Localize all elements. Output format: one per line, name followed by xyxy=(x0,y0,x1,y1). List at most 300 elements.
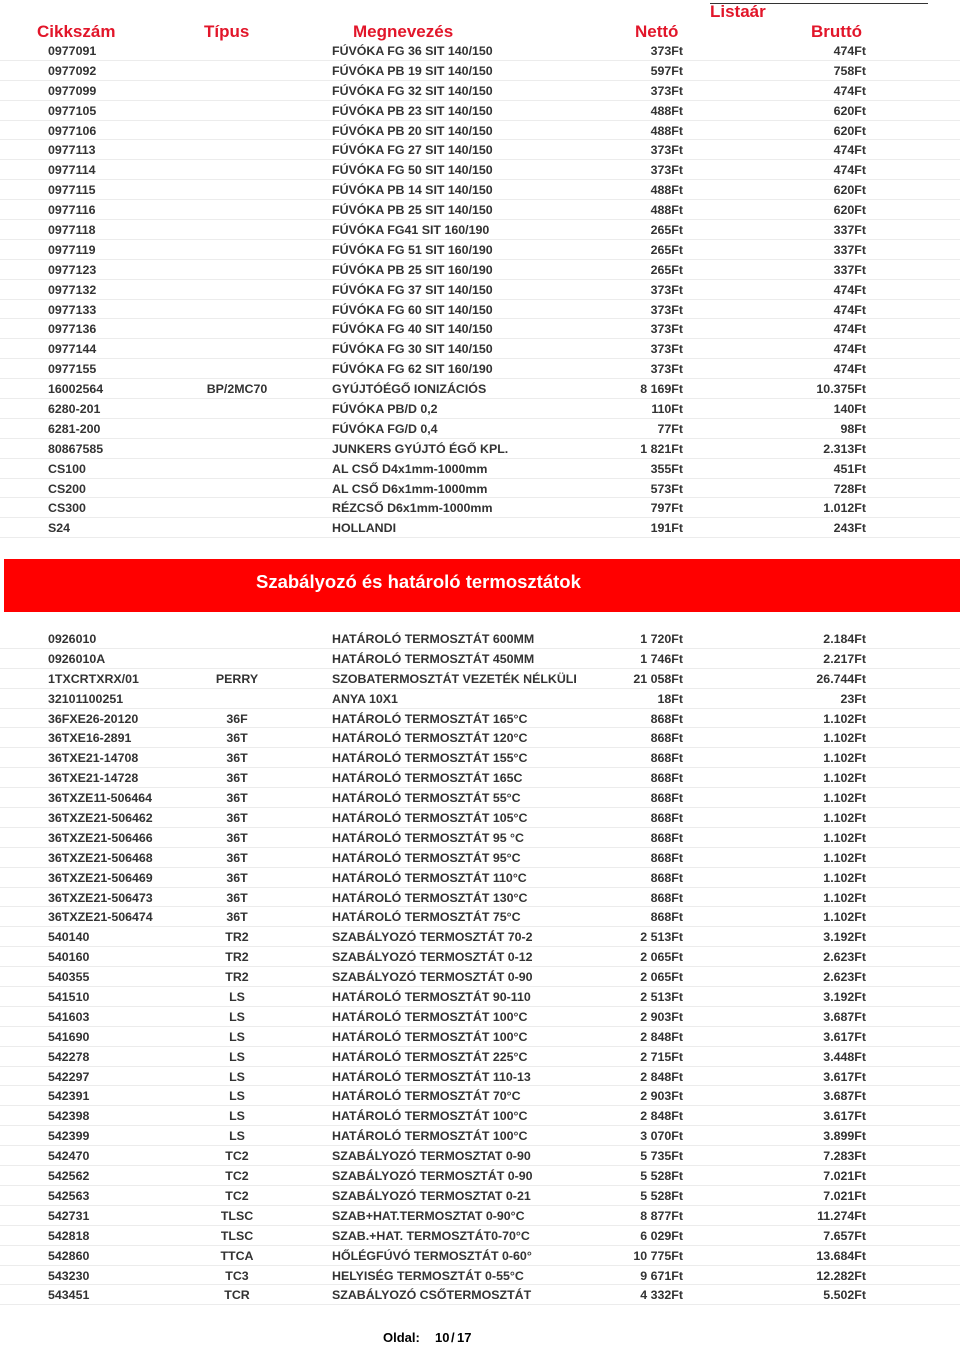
cell-code: 0977119 xyxy=(48,242,96,257)
cell-code: 1TXCRTXRX/01 xyxy=(48,671,139,686)
cell-net-price: 488Ft xyxy=(650,103,683,118)
cell-gross-price: 474Ft xyxy=(833,362,866,377)
table-row xyxy=(0,61,960,81)
table-row xyxy=(0,359,960,379)
cell-net-price: 488Ft xyxy=(650,123,683,138)
table-row xyxy=(0,967,960,987)
cell-name: GYÚJTÓÉGŐ IONIZÁCIÓS xyxy=(332,382,487,397)
cell-gross-price: 620Ft xyxy=(833,103,866,118)
page-total: 17 xyxy=(457,1330,472,1345)
cell-gross-price: 1.102Ft xyxy=(823,771,866,786)
cell-name: FÚVÓKA FG 50 SIT 140/150 xyxy=(332,163,493,178)
cell-code: 0977115 xyxy=(48,183,96,198)
table-row xyxy=(0,768,960,788)
cell-name: HATÁROLÓ TERMOSZTÁT 105°C xyxy=(332,811,528,826)
cell-code: 36TXZE21-506466 xyxy=(48,830,153,845)
col-code-heading: Cikkszám xyxy=(37,22,116,41)
cell-gross-price: 474Ft xyxy=(833,322,866,337)
cell-name: HATÁROLÓ TERMOSZTÁT 100°C xyxy=(332,1109,528,1124)
table-row xyxy=(0,1266,960,1286)
cell-gross-price: 474Ft xyxy=(833,143,866,158)
cell-code: 0977106 xyxy=(48,123,97,138)
cell-code: S24 xyxy=(48,521,71,536)
cell-gross-price: 1.102Ft xyxy=(823,811,866,826)
cell-name: SZABÁLYOZÓ TERMOSZTÁT 0-90 xyxy=(332,970,533,985)
col-net-heading: Nettó xyxy=(635,22,679,41)
page-number: 10 xyxy=(435,1330,450,1345)
cell-type: LS xyxy=(229,1069,245,1084)
cell-gross-price: 474Ft xyxy=(833,302,866,317)
cell-net-price: 488Ft xyxy=(650,183,683,198)
cell-code: 0926010 xyxy=(48,632,97,646)
cell-name: SZABÁLYOZÓ TERMOSZTÁT 0-90 xyxy=(332,1169,533,1184)
table-row xyxy=(0,518,960,538)
cell-type: 36T xyxy=(226,830,248,845)
cell-code: 0977113 xyxy=(48,143,96,158)
cell-code: 36TXZE11-506464 xyxy=(48,791,153,806)
cell-gross-price: 7.657Ft xyxy=(823,1228,866,1243)
cell-gross-price: 2.217Ft xyxy=(823,651,866,666)
cell-gross-price: 474Ft xyxy=(833,44,866,58)
cell-name: FÚVÓKA FG 37 SIT 140/150 xyxy=(332,282,493,297)
table-row xyxy=(0,200,960,220)
cell-name: FÚVÓKA PB 23 SIT 140/150 xyxy=(332,103,493,118)
table-row xyxy=(0,399,960,419)
cell-code: 0977133 xyxy=(48,302,97,317)
table-row xyxy=(0,669,960,689)
cell-gross-price: 1.102Ft xyxy=(823,731,866,746)
cell-type: TLSC xyxy=(220,1208,254,1223)
cell-gross-price: 1.102Ft xyxy=(823,910,866,925)
cell-gross-price: 337Ft xyxy=(833,223,866,238)
cell-type: TC2 xyxy=(225,1169,249,1184)
table-row xyxy=(0,1126,960,1146)
cell-net-price: 373Ft xyxy=(650,342,683,357)
price-table-thermostats xyxy=(0,629,960,1305)
cell-type: 36T xyxy=(226,870,248,885)
cell-gross-price: 1.102Ft xyxy=(823,870,866,885)
cell-code: 36TXZE21-506474 xyxy=(48,910,153,925)
table-row xyxy=(0,1226,960,1246)
table-row xyxy=(0,101,960,121)
cell-gross-price: 1.102Ft xyxy=(823,850,866,865)
cell-net-price: 1 720Ft xyxy=(640,632,683,646)
cell-net-price: 373Ft xyxy=(650,44,683,58)
table-row xyxy=(0,180,960,200)
cell-name: HATÁROLÓ TERMOSZTÁT 90-110 xyxy=(332,990,531,1005)
table-row xyxy=(0,649,960,669)
table-row xyxy=(0,808,960,828)
cell-code: 6281-200 xyxy=(48,421,101,436)
table-row xyxy=(0,1246,960,1266)
cell-type: TLSC xyxy=(220,1228,254,1243)
cell-net-price: 8 877Ft xyxy=(640,1208,683,1223)
cell-net-price: 868Ft xyxy=(650,811,683,826)
table-header xyxy=(0,0,960,44)
table-row xyxy=(0,300,960,320)
cell-type: 36T xyxy=(226,771,248,786)
table-row xyxy=(0,828,960,848)
cell-gross-price: 3.448Ft xyxy=(823,1049,866,1064)
cell-net-price: 2 848Ft xyxy=(640,1109,683,1124)
cell-code: 36TXZE21-506462 xyxy=(48,811,153,826)
cell-name: SZABÁLYOZÓ TERMOSZTÁT 0-12 xyxy=(332,950,533,965)
cell-name: AL CSŐ D6x1mm-1000mm xyxy=(332,481,488,496)
cell-gross-price: 474Ft xyxy=(833,83,866,98)
table-row xyxy=(0,280,960,300)
cell-type: TCR xyxy=(224,1288,250,1303)
table-row xyxy=(0,498,960,518)
cell-net-price: 265Ft xyxy=(650,242,683,257)
page-separator: / xyxy=(451,1330,455,1345)
cell-code: 0977132 xyxy=(48,282,97,297)
cell-code: 542470 xyxy=(48,1149,90,1164)
cell-name: FÚVÓKA PB 20 SIT 140/150 xyxy=(332,123,493,138)
col-gross-heading: Bruttó xyxy=(811,22,862,41)
cell-net-price: 373Ft xyxy=(650,163,683,178)
cell-net-price: 373Ft xyxy=(650,302,683,317)
cell-type: TC2 xyxy=(225,1149,249,1164)
cell-name: HATÁROLÓ TERMOSZTÁT 225°C xyxy=(332,1049,528,1064)
cell-code: 32101100251 xyxy=(48,691,124,706)
cell-gross-price: 23Ft xyxy=(840,691,866,706)
cell-net-price: 265Ft xyxy=(650,262,683,277)
cell-code: 0977092 xyxy=(48,63,97,78)
table-row xyxy=(0,419,960,439)
table-row xyxy=(0,319,960,339)
cell-code: 542278 xyxy=(48,1049,90,1064)
cell-gross-price: 12.282Ft xyxy=(816,1268,866,1283)
table-row xyxy=(0,1146,960,1166)
cell-code: CS200 xyxy=(48,481,86,496)
cell-code: 36TXZE21-506468 xyxy=(48,850,153,865)
cell-code: 542860 xyxy=(48,1248,90,1263)
cell-gross-price: 5.502Ft xyxy=(823,1288,866,1303)
cell-code: 0977116 xyxy=(48,203,96,218)
cell-type: TTCA xyxy=(220,1248,254,1263)
cell-net-price: 373Ft xyxy=(650,143,683,158)
cell-gross-price: 1.102Ft xyxy=(823,751,866,766)
cell-type: 36T xyxy=(226,910,248,925)
col-name-heading: Megnevezés xyxy=(353,22,454,41)
table-row xyxy=(0,907,960,927)
cell-name: HATÁROLÓ TERMOSZTÁT 75°C xyxy=(332,910,521,925)
cell-gross-price: 474Ft xyxy=(833,163,866,178)
cell-code: 542731 xyxy=(48,1208,90,1223)
cell-name: JUNKERS GYÚJTÓ ÉGŐ KPL. xyxy=(332,441,509,456)
cell-name: FÚVÓKA PB 19 SIT 140/150 xyxy=(332,63,493,78)
table-row xyxy=(0,41,960,61)
table-row xyxy=(0,260,960,280)
table-row xyxy=(0,240,960,260)
cell-net-price: 21 058Ft xyxy=(633,671,683,686)
cell-code: 0977105 xyxy=(48,103,97,118)
cell-net-price: 868Ft xyxy=(650,731,683,746)
cell-net-price: 18Ft xyxy=(657,691,683,706)
table-row xyxy=(0,1166,960,1186)
cell-type: TR2 xyxy=(225,970,249,985)
cell-code: 542297 xyxy=(48,1069,90,1084)
table-row xyxy=(0,1086,960,1106)
cell-name: HATÁROLÓ TERMOSZTÁT 100°C xyxy=(332,1029,528,1044)
cell-code: 36TXE21-14708 xyxy=(48,751,139,766)
cell-type: LS xyxy=(229,1129,245,1144)
table-row xyxy=(0,748,960,768)
cell-net-price: 2 848Ft xyxy=(640,1029,683,1044)
cell-gross-price: 140Ft xyxy=(833,402,866,417)
cell-type: BP/2MC70 xyxy=(206,382,268,397)
table-row xyxy=(0,629,960,649)
cell-code: 541603 xyxy=(48,1009,90,1024)
cell-gross-price: 451Ft xyxy=(833,461,866,476)
cell-code: 80867585 xyxy=(48,441,104,456)
cell-net-price: 5 735Ft xyxy=(640,1149,683,1164)
cell-code: 0977099 xyxy=(48,83,97,98)
cell-net-price: 2 513Ft xyxy=(640,990,683,1005)
cell-type: TR2 xyxy=(225,950,249,965)
cell-net-price: 2 903Ft xyxy=(640,1009,683,1024)
cell-gross-price: 2.623Ft xyxy=(823,950,866,965)
cell-gross-price: 2.623Ft xyxy=(823,970,866,985)
cell-net-price: 1 821Ft xyxy=(640,441,683,456)
cell-code: 543451 xyxy=(48,1288,90,1303)
table-row xyxy=(0,1285,960,1305)
section-banner xyxy=(4,559,960,612)
cell-net-price: 2 715Ft xyxy=(640,1049,683,1064)
table-row xyxy=(0,220,960,240)
table-row xyxy=(0,848,960,868)
cell-net-price: 2 848Ft xyxy=(640,1069,683,1084)
cell-name: FÚVÓKA PB 25 SIT 140/150 xyxy=(332,203,493,218)
cell-code: 36TXE16-2891 xyxy=(48,731,132,746)
cell-code: 36TXE21-14728 xyxy=(48,771,139,786)
cell-net-price: 2 513Ft xyxy=(640,930,683,945)
cell-gross-price: 1.102Ft xyxy=(823,791,866,806)
cell-net-price: 868Ft xyxy=(650,830,683,845)
cell-net-price: 868Ft xyxy=(650,751,683,766)
table-row xyxy=(0,121,960,141)
cell-gross-price: 2.313Ft xyxy=(823,441,866,456)
cell-net-price: 5 528Ft xyxy=(640,1188,683,1203)
cell-gross-price: 1.102Ft xyxy=(823,830,866,845)
cell-code: 542818 xyxy=(48,1228,90,1243)
cell-code: 0977144 xyxy=(48,342,97,357)
cell-code: 0977155 xyxy=(48,362,97,377)
cell-code: 0977114 xyxy=(48,163,96,178)
cell-type: LS xyxy=(229,1009,245,1024)
cell-type: 36T xyxy=(226,731,248,746)
cell-net-price: 10 775Ft xyxy=(633,1248,683,1263)
cell-name: FÚVÓKA FG 27 SIT 140/150 xyxy=(332,143,493,158)
cell-gross-price: 3.687Ft xyxy=(823,1009,866,1024)
table-row xyxy=(0,1047,960,1067)
table-row xyxy=(0,728,960,748)
cell-name: SZABÁLYOZÓ TERMOSZTAT 0-21 xyxy=(332,1188,531,1203)
cell-code: 541690 xyxy=(48,1029,90,1044)
cell-gross-price: 7.283Ft xyxy=(823,1149,866,1164)
cell-type: LS xyxy=(229,1029,245,1044)
cell-name: HŐLÉGFÚVÓ TERMOSZTÁT 0-60° xyxy=(332,1248,532,1263)
cell-gross-price: 728Ft xyxy=(833,481,866,496)
cell-net-price: 9 671Ft xyxy=(640,1268,683,1283)
cell-name: HATÁROLÓ TERMOSZTÁT 600MM xyxy=(332,632,535,646)
cell-name: SZABÁLYOZÓ CSŐTERMOSZTÁT xyxy=(332,1288,532,1303)
table-row xyxy=(0,689,960,709)
cell-type: LS xyxy=(229,1109,245,1124)
cell-name: SZABÁLYOZÓ TERMOSZTÁT 70-2 xyxy=(332,930,533,945)
cell-gross-price: 1.102Ft xyxy=(823,711,866,726)
cell-type: 36T xyxy=(226,890,248,905)
table-row xyxy=(0,1067,960,1087)
cell-code: 542562 xyxy=(48,1169,90,1184)
cell-name: FÚVÓKA PB 14 SIT 140/150 xyxy=(332,183,493,198)
cell-code: 542399 xyxy=(48,1129,90,1144)
cell-net-price: 191Ft xyxy=(650,521,683,536)
cell-name: FÚVÓKA FG 60 SIT 140/150 xyxy=(332,302,493,317)
table-row xyxy=(0,439,960,459)
cell-gross-price: 98Ft xyxy=(840,421,866,436)
cell-type: 36F xyxy=(226,711,248,726)
table-row xyxy=(0,927,960,947)
cell-name: HATÁROLÓ TERMOSZTÁT 155°C xyxy=(332,751,528,766)
cell-net-price: 2 903Ft xyxy=(640,1089,683,1104)
cell-code: 542398 xyxy=(48,1109,90,1124)
cell-name: HATÁROLÓ TERMOSZTÁT 55°C xyxy=(332,791,521,806)
cell-gross-price: 474Ft xyxy=(833,342,866,357)
cell-name: RÉZCSŐ D6x1mm-1000mm xyxy=(332,501,493,516)
table-row xyxy=(0,140,960,160)
cell-code: 541510 xyxy=(48,990,90,1005)
cell-gross-price: 337Ft xyxy=(833,262,866,277)
cell-name: FÚVÓKA FG 40 SIT 140/150 xyxy=(332,322,493,337)
cell-code: 16002564 xyxy=(48,382,104,397)
cell-name: FÚVÓKA FG 36 SIT 140/150 xyxy=(332,44,493,58)
cell-name: HATÁROLÓ TERMOSZTÁT 120°C xyxy=(332,731,528,746)
table-row xyxy=(0,1186,960,1206)
col-type-heading: Típus xyxy=(204,22,250,41)
cell-gross-price: 7.021Ft xyxy=(823,1188,866,1203)
table-row xyxy=(0,1027,960,1047)
table-row xyxy=(0,947,960,967)
cell-gross-price: 11.274Ft xyxy=(817,1208,866,1223)
cell-name: FÚVÓKA FG 30 SIT 140/150 xyxy=(332,342,493,357)
cell-code: CS100 xyxy=(48,461,86,476)
cell-code: 0926010A xyxy=(48,651,106,666)
table-row xyxy=(0,339,960,359)
cell-gross-price: 7.021Ft xyxy=(823,1169,866,1184)
cell-name: HATÁROLÓ TERMOSZTÁT 100°C xyxy=(332,1129,528,1144)
cell-net-price: 1 746Ft xyxy=(640,651,683,666)
table-row xyxy=(0,788,960,808)
cell-type: LS xyxy=(229,1049,245,1064)
cell-net-price: 373Ft xyxy=(650,83,683,98)
cell-name: HATÁROLÓ TERMOSZTÁT 95 °C xyxy=(332,830,524,845)
cell-type: 36T xyxy=(226,811,248,826)
table-row xyxy=(0,888,960,908)
cell-net-price: 355Ft xyxy=(650,461,683,476)
cell-name: HATÁROLÓ TERMOSZTÁT 165C xyxy=(332,771,523,786)
listprice-heading: Listaár xyxy=(710,2,766,21)
cell-gross-price: 758Ft xyxy=(833,63,866,78)
cell-name: HATÁROLÓ TERMOSZTÁT 70°C xyxy=(332,1089,521,1104)
cell-code: 0977091 xyxy=(48,44,97,58)
cell-gross-price: 620Ft xyxy=(833,123,866,138)
cell-net-price: 6 029Ft xyxy=(640,1228,683,1243)
cell-gross-price: 3.617Ft xyxy=(823,1069,866,1084)
cell-name: FÚVÓKA FG 62 SIT 160/190 xyxy=(332,362,493,377)
cell-code: 0977118 xyxy=(48,223,96,238)
cell-name: HATÁROLÓ TERMOSZTÁT 110-13 xyxy=(332,1069,531,1084)
cell-gross-price: 3.617Ft xyxy=(823,1109,866,1124)
cell-net-price: 573Ft xyxy=(650,481,683,496)
cell-code: 36TXZE21-506469 xyxy=(48,870,153,885)
cell-net-price: 373Ft xyxy=(650,322,683,337)
cell-net-price: 265Ft xyxy=(650,223,683,238)
cell-type: TC3 xyxy=(225,1268,249,1283)
cell-code: 6280-201 xyxy=(48,402,101,417)
cell-gross-price: 1.102Ft xyxy=(823,890,866,905)
cell-name: SZAB+HAT.TERMOSZTAT 0-90°C xyxy=(332,1208,525,1223)
cell-code: 0977123 xyxy=(48,262,97,277)
cell-type: 36T xyxy=(226,791,248,806)
cell-code: 542563 xyxy=(48,1188,90,1203)
cell-code: 540355 xyxy=(48,970,90,985)
cell-code: 543230 xyxy=(48,1268,90,1283)
table-row xyxy=(0,1206,960,1226)
cell-name: SZOBATERMOSZTÁT VEZETÉK NÉLKÜLI xyxy=(332,671,577,686)
cell-name: SZAB.+HAT. TERMOSZTÁT0-70°C xyxy=(332,1228,530,1243)
price-table-nozzles xyxy=(0,41,960,538)
cell-net-price: 868Ft xyxy=(650,890,683,905)
cell-net-price: 3 070Ft xyxy=(640,1129,683,1144)
cell-name: FÚVÓKA PB 25 SIT 160/190 xyxy=(332,262,493,277)
cell-type: 36T xyxy=(226,751,248,766)
cell-gross-price: 620Ft xyxy=(833,203,866,218)
cell-code: 36FXE26-20120 xyxy=(48,711,139,726)
cell-name: FÚVÓKA PB/D 0,2 xyxy=(332,402,438,417)
cell-name: HATÁROLÓ TERMOSZTÁT 130°C xyxy=(332,890,528,905)
cell-net-price: 868Ft xyxy=(650,771,683,786)
cell-name: HATÁROLÓ TERMOSZTÁT 95°C xyxy=(332,850,521,865)
cell-net-price: 868Ft xyxy=(650,870,683,885)
cell-type: LS xyxy=(229,1089,245,1104)
cell-gross-price: 243Ft xyxy=(833,521,866,536)
cell-type: TC2 xyxy=(225,1188,249,1203)
cell-name: FÚVÓKA FG/D 0,4 xyxy=(332,421,438,436)
cell-net-price: 2 065Ft xyxy=(640,970,683,985)
cell-gross-price: 337Ft xyxy=(833,242,866,257)
table-row xyxy=(0,868,960,888)
section-title: Szabályozó és határoló termosztátok xyxy=(256,571,581,592)
cell-name: SZABÁLYOZÓ TERMOSZTAT 0-90 xyxy=(332,1149,531,1164)
cell-name: HELYISÉG TERMOSZTÁT 0-55°C xyxy=(332,1268,524,1283)
cell-gross-price: 3.192Ft xyxy=(823,990,866,1005)
cell-net-price: 868Ft xyxy=(650,791,683,806)
cell-gross-price: 3.617Ft xyxy=(823,1029,866,1044)
cell-type: 36T xyxy=(226,850,248,865)
cell-gross-price: 620Ft xyxy=(833,183,866,198)
table-row xyxy=(0,379,960,399)
table-row xyxy=(0,81,960,101)
table-row xyxy=(0,1007,960,1027)
cell-net-price: 868Ft xyxy=(650,850,683,865)
cell-name: FÚVÓKA FG41 SIT 160/190 xyxy=(332,223,490,238)
cell-type: PERRY xyxy=(215,671,259,686)
cell-code: 0977136 xyxy=(48,322,97,337)
cell-net-price: 868Ft xyxy=(650,910,683,925)
cell-code: 36TXZE21-506473 xyxy=(48,890,153,905)
cell-net-price: 868Ft xyxy=(650,711,683,726)
